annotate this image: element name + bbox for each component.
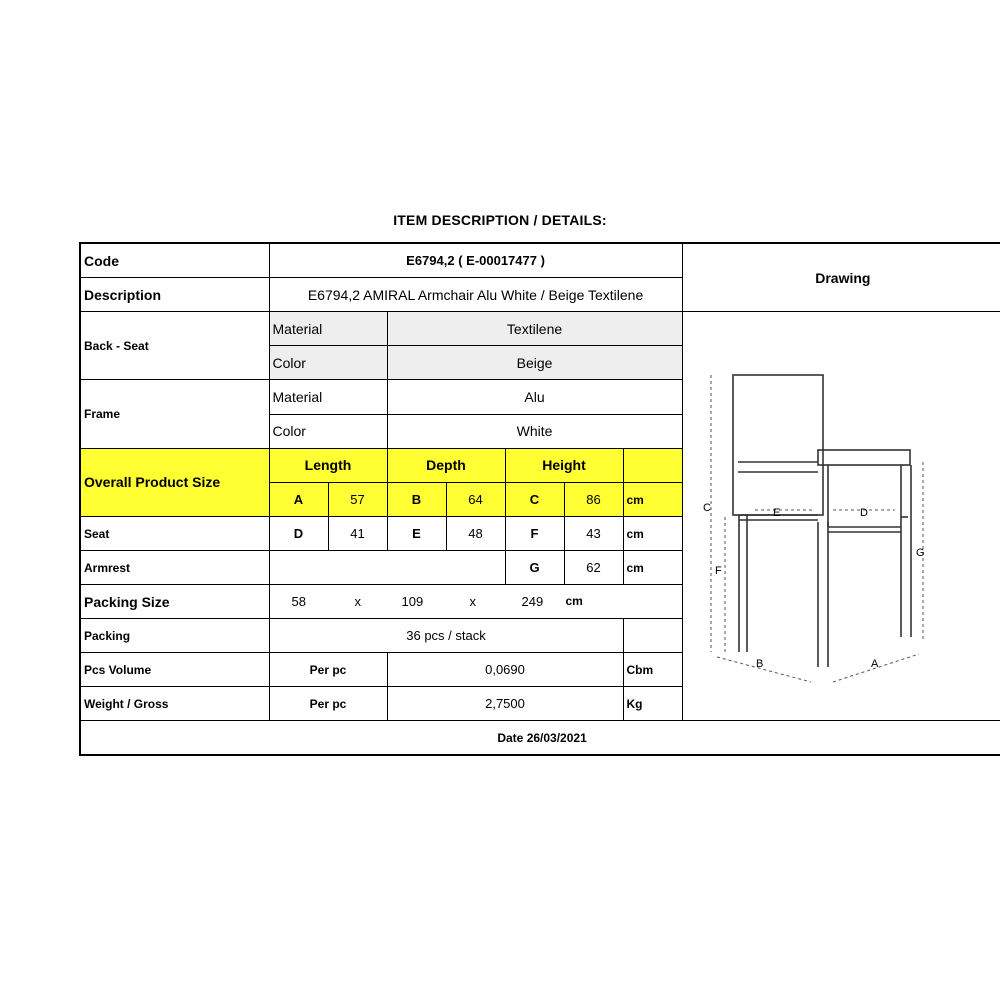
spec-table [79, 242, 1000, 756]
armchair-drawing [683, 312, 945, 717]
dim-label-e: E [772, 507, 780, 519]
dim-d-value: 41 [328, 517, 387, 551]
sheet-title: ITEM DESCRIPTION / DETAILS: [393, 212, 607, 228]
packing-size-label: Packing Size [80, 585, 269, 619]
pcs-volume-unit: Cbm [623, 653, 682, 687]
weight-label: Weight / Gross [80, 687, 269, 721]
back-seat-material-label: Material [269, 312, 387, 346]
dim-label-d: D [859, 507, 868, 519]
back-seat-label: Back - Seat [80, 312, 269, 380]
dim-label-g: G [915, 547, 925, 559]
frame-color-label: Color [269, 414, 387, 448]
dim-b-letter: B [387, 483, 446, 517]
weight-per: Per pc [269, 687, 387, 721]
packing-blank [623, 619, 682, 653]
length-header: Length [269, 448, 387, 483]
seat-label: Seat [80, 517, 269, 551]
armrest-unit: cm [623, 551, 682, 585]
description-label: Description [80, 278, 269, 312]
depth-header: Depth [387, 448, 505, 483]
packing-x-1: x [354, 594, 361, 609]
dim-a-letter: A [269, 483, 328, 517]
dim-g-letter: G [505, 551, 564, 585]
dim-label-b: B [755, 658, 763, 670]
packing-length: 58 [291, 594, 306, 609]
overall-header-blank [623, 448, 682, 483]
armrest-label: Armrest [80, 551, 269, 585]
back-seat-material: Textilene [387, 312, 682, 346]
dim-c-value: 86 [564, 483, 623, 517]
frame-color: White [387, 414, 682, 448]
pcs-volume-per: Per pc [269, 653, 387, 687]
back-seat-color-label: Color [269, 346, 387, 380]
dim-e-letter: E [387, 517, 446, 551]
dim-g-value: 62 [564, 551, 623, 585]
packing-unit: cm [565, 594, 583, 608]
dim-a-value: 57 [328, 483, 387, 517]
dim-label-f: F [714, 565, 722, 577]
armrest-blank [269, 551, 505, 585]
dim-b-value: 64 [446, 483, 505, 517]
frame-material: Alu [387, 380, 682, 415]
weight-value: 2,7500 [387, 687, 623, 721]
pcs-volume-label: Pcs Volume [80, 653, 269, 687]
code-value: E6794,2 ( E-00017477 ) [269, 243, 682, 278]
drawing-header: Drawing [682, 243, 1000, 312]
dim-f-letter: F [505, 517, 564, 551]
dim-label-c: C [702, 502, 711, 514]
code-label: Code [80, 243, 269, 278]
dim-f-value: 43 [564, 517, 623, 551]
overall-unit: cm [623, 483, 682, 517]
dim-label-a: A [870, 658, 878, 670]
date-footer: Date 26/03/2021 [80, 721, 1000, 756]
seat-unit: cm [623, 517, 682, 551]
dim-e-value: 48 [446, 517, 505, 551]
packing-label: Packing [80, 619, 269, 653]
back-seat-color: Beige [387, 346, 682, 380]
height-header: Height [505, 448, 623, 483]
packing-size-cell [269, 585, 682, 619]
weight-unit: Kg [623, 687, 682, 721]
drawing-cell [682, 312, 1000, 721]
description-value: E6794,2 AMIRAL Armchair Alu White / Beige Textilene [269, 278, 682, 312]
pcs-volume-value: 0,0690 [387, 653, 623, 687]
frame-material-label: Material [269, 380, 387, 415]
frame-label: Frame [80, 380, 269, 449]
packing-width: 109 [401, 594, 424, 609]
dim-c-letter: C [505, 483, 564, 517]
packing-value: 36 pcs / stack [269, 619, 623, 653]
packing-height: 249 [521, 594, 544, 609]
packing-x-2: x [469, 594, 476, 609]
overall-size-label: Overall Product Size [80, 448, 269, 517]
dim-d-letter: D [269, 517, 328, 551]
